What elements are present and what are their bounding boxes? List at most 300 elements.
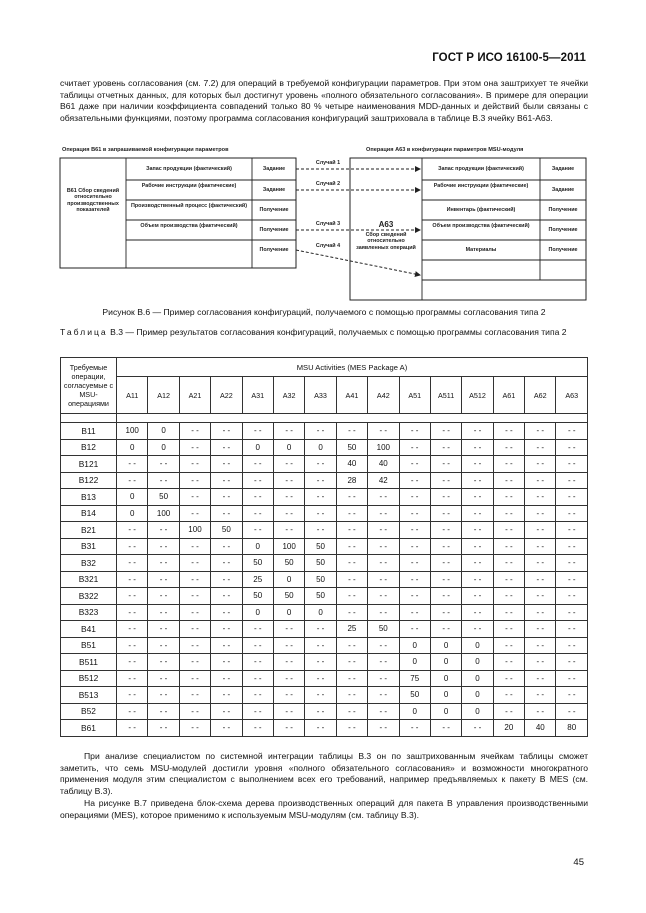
table-cell: - - [399, 472, 430, 489]
table-cell: - - [148, 703, 179, 720]
table-cell: - - [305, 489, 336, 506]
table-cell: - - [273, 621, 304, 638]
table-cell: - - [556, 604, 588, 621]
table-cell: - - [336, 654, 367, 671]
table-cell: - - [117, 555, 148, 572]
table-cell: - - [242, 489, 273, 506]
table-cell: - - [368, 588, 399, 605]
table-cell: - - [273, 423, 304, 440]
table-cell: - - [179, 538, 210, 555]
table-cell: - - [493, 637, 524, 654]
after-paragraph-2: На рисунке В.7 приведена блок-схема дерева производственных операций для пакета В управления производственными операциями (MES), которое применимо к используемым MSU-модулям (см. таблицу В.3). [60, 798, 588, 820]
column-header-row [61, 377, 588, 414]
table-cell: - - [148, 571, 179, 588]
table-cell: 50 [242, 555, 273, 572]
table-cell: - - [211, 489, 242, 506]
table-cell: - - [336, 720, 367, 737]
table-cell: - - [179, 489, 210, 506]
table-cell: - - [242, 670, 273, 687]
right-operation-desc: Сбор сведений относительно заявленных операций [356, 232, 416, 251]
table-cell: 0 [242, 538, 273, 555]
table-caption-text: В.3 — Пример результатов согласования конфигураций, получаемых с помощью программы согласования типа 2 [110, 327, 567, 337]
table-cell: - - [525, 604, 556, 621]
table-cell: - - [399, 538, 430, 555]
table-cell: - - [211, 588, 242, 605]
table-cell: - - [336, 423, 367, 440]
right-row-1-role: Задание [551, 166, 575, 172]
table-cell: - - [399, 522, 430, 539]
table-cell: - - [368, 687, 399, 704]
table-cell: - - [336, 687, 367, 704]
table-cell: - - [242, 456, 273, 473]
table-cell: - - [179, 621, 210, 638]
table-cell: - - [336, 505, 367, 522]
table-cell: - - [525, 472, 556, 489]
column-header: А11 [117, 377, 148, 414]
row-operation: В122 [61, 472, 117, 489]
table-cell: - - [493, 703, 524, 720]
right-row-4-role: Получение [548, 227, 578, 233]
table-cell: - - [179, 588, 210, 605]
table-cell: - - [525, 654, 556, 671]
table-cell: - - [556, 439, 588, 456]
table-cell: 0 [462, 670, 493, 687]
table-cell: - - [493, 439, 524, 456]
table-cell: - - [211, 439, 242, 456]
table-cell: - - [305, 654, 336, 671]
column-header: А51 [399, 377, 430, 414]
table-cell: - - [556, 670, 588, 687]
table-cell: - - [336, 555, 367, 572]
table-cell: - - [493, 654, 524, 671]
table-cell: - - [430, 456, 461, 473]
table-cell: - - [462, 439, 493, 456]
table-row [61, 720, 588, 737]
table-cell: - - [179, 439, 210, 456]
table-cell: - - [336, 703, 367, 720]
table-cell: - - [148, 670, 179, 687]
table-cell: - - [368, 423, 399, 440]
table-cell: - - [148, 555, 179, 572]
table-row [61, 505, 588, 522]
table-cell: 100 [117, 423, 148, 440]
table-cell: - - [430, 720, 461, 737]
column-header: А31 [242, 377, 273, 414]
table-cell: - - [493, 456, 524, 473]
table-cell: 50 [148, 489, 179, 506]
table-cell: - - [556, 456, 588, 473]
column-header: А512 [462, 377, 493, 414]
table-cell: 0 [399, 637, 430, 654]
row-operation: В21 [61, 522, 117, 539]
table-cell: - - [336, 604, 367, 621]
table-cell: - - [430, 439, 461, 456]
table-cell: - - [462, 538, 493, 555]
table-cell: - - [368, 670, 399, 687]
table-cell: - - [556, 621, 588, 638]
table-cell: - - [273, 522, 304, 539]
table-cell: - - [493, 571, 524, 588]
table-cell: - - [462, 472, 493, 489]
table-row [61, 703, 588, 720]
table-cell: - - [211, 505, 242, 522]
results-table [60, 357, 588, 737]
row-operation: В513 [61, 687, 117, 704]
table-cell: - - [336, 538, 367, 555]
row-operation: В41 [61, 621, 117, 638]
table-cell: 20 [493, 720, 524, 737]
table-cell: - - [179, 555, 210, 572]
table-cell: - - [305, 687, 336, 704]
right-row-3-name: Инвентарь (фактический) [446, 207, 516, 213]
table-cell: - - [430, 489, 461, 506]
table-row [61, 670, 588, 687]
table-cell: - - [368, 571, 399, 588]
table-cell: 0 [462, 703, 493, 720]
table-cell: 0 [273, 571, 304, 588]
table-cell: - - [242, 703, 273, 720]
table-cell: - - [242, 637, 273, 654]
table-cell: - - [179, 687, 210, 704]
table-cell: - - [117, 588, 148, 605]
table-cell: - - [273, 654, 304, 671]
table-cell: - - [211, 604, 242, 621]
table-cell: - - [430, 604, 461, 621]
table-cell: - - [148, 637, 179, 654]
table-cell: - - [211, 538, 242, 555]
table-cell: 0 [430, 637, 461, 654]
table-cell: - - [117, 654, 148, 671]
page-number: 45 [573, 857, 584, 868]
right-operation-code: А63 [378, 220, 394, 229]
table-cell: - - [556, 489, 588, 506]
figure-right-title: Операция А63 в конфигурации параметров MSU-модуля [366, 147, 524, 153]
table-cell: - - [525, 571, 556, 588]
table-cell: 0 [117, 489, 148, 506]
left-row-2-role: Задание [262, 187, 286, 193]
table-cell: - - [525, 621, 556, 638]
table-body [61, 423, 588, 737]
table-cell: - - [493, 489, 524, 506]
table-cell: - - [242, 472, 273, 489]
column-header: А33 [305, 377, 336, 414]
case-2-label: Случай 2 [315, 181, 341, 187]
table-cell: - - [179, 423, 210, 440]
table-cell: - - [493, 604, 524, 621]
table-cell: - - [430, 423, 461, 440]
table-cell: - - [525, 687, 556, 704]
table-cell: - - [493, 472, 524, 489]
table-cell: 0 [148, 423, 179, 440]
table-cell: - - [525, 637, 556, 654]
table-cell: - - [179, 604, 210, 621]
table-cell: - - [462, 505, 493, 522]
table-cell: 75 [399, 670, 430, 687]
left-row-3-name: Производственный процесс (фактический) [131, 203, 247, 209]
table-cell: - - [430, 555, 461, 572]
table-cell: - - [305, 637, 336, 654]
table-cell: - - [525, 588, 556, 605]
table-cell: - - [117, 571, 148, 588]
table-cell: - - [556, 571, 588, 588]
table-cell: - - [211, 472, 242, 489]
table-row [61, 654, 588, 671]
table-cell: - - [525, 703, 556, 720]
column-header: А42 [368, 377, 399, 414]
table-cell: 80 [556, 720, 588, 737]
table-cell: - - [430, 472, 461, 489]
table-cell: - - [211, 703, 242, 720]
table-cell: - - [179, 456, 210, 473]
right-row-2-role: Задание [551, 187, 575, 193]
table-cell: 42 [368, 472, 399, 489]
table-cell: - - [368, 654, 399, 671]
table-cell: - - [179, 505, 210, 522]
table-cell: - - [179, 637, 210, 654]
table-cell: 50 [242, 588, 273, 605]
table-cell: 0 [399, 654, 430, 671]
row-operation: В51 [61, 637, 117, 654]
right-row-5-role: Получение [548, 247, 578, 253]
table-cell: 0 [117, 439, 148, 456]
row-operation: В321 [61, 571, 117, 588]
table-cell: - - [462, 588, 493, 605]
table-cell: - - [117, 670, 148, 687]
table-row [61, 571, 588, 588]
group-header: MSU Activities (MES Package A) [117, 358, 588, 377]
right-row-3-role: Получение [548, 207, 578, 213]
table-cell: 100 [273, 538, 304, 555]
table-cell: - - [211, 720, 242, 737]
table-cell: - - [179, 720, 210, 737]
table-cell: - - [493, 522, 524, 539]
table-cell: - - [179, 472, 210, 489]
table-cell: - - [305, 621, 336, 638]
table-cell: - - [336, 522, 367, 539]
table-cell: - - [399, 720, 430, 737]
table-cell: - - [368, 538, 399, 555]
figure-caption: Рисунок В.6 — Пример согласования конфигураций, получаемого с помощью программы согласования типа 2 [102, 307, 546, 317]
table-cell: - - [148, 456, 179, 473]
table-cell: 0 [430, 687, 461, 704]
table-caption-label: Таблица [60, 327, 108, 337]
case-4-label: Случай 4 [315, 243, 341, 249]
table-cell: - - [242, 522, 273, 539]
left-row-1-name: Запас продукции (фактический) [146, 166, 232, 172]
row-operation: В323 [61, 604, 117, 621]
table-cell: - - [305, 720, 336, 737]
table-row [61, 555, 588, 572]
table-cell: - - [430, 522, 461, 539]
table-cell: - - [556, 423, 588, 440]
table-cell: 25 [242, 571, 273, 588]
table-cell: - - [305, 456, 336, 473]
row-operation: В11 [61, 423, 117, 440]
table-cell: - - [556, 687, 588, 704]
table-cell: - - [493, 505, 524, 522]
table-cell: - - [305, 703, 336, 720]
table-row [61, 604, 588, 621]
table-cell: - - [556, 522, 588, 539]
table-cell: - - [399, 456, 430, 473]
table-cell: - - [368, 489, 399, 506]
table-cell: - - [462, 720, 493, 737]
row-operation: В32 [61, 555, 117, 572]
table-row [61, 588, 588, 605]
table-cell: - - [273, 720, 304, 737]
table-cell: 50 [305, 555, 336, 572]
table-cell: - - [148, 621, 179, 638]
table-cell: 25 [336, 621, 367, 638]
table-cell: - - [556, 703, 588, 720]
table-cell: - - [525, 489, 556, 506]
table-cell: - - [493, 555, 524, 572]
table-cell: - - [179, 670, 210, 687]
table-cell: - - [493, 423, 524, 440]
table-cell: - - [336, 588, 367, 605]
row-header-label: Требуемые операции, согласуемые с MSU-операциями [61, 358, 117, 414]
table-caption [60, 327, 588, 339]
table-cell: - - [211, 654, 242, 671]
table-cell: - - [305, 670, 336, 687]
table-row [61, 423, 588, 440]
table-cell: - - [273, 472, 304, 489]
left-row-5-role: Получение [259, 247, 289, 253]
case-4-arrow [296, 250, 420, 275]
table-cell: - - [430, 571, 461, 588]
table-cell: - - [273, 489, 304, 506]
column-header: А63 [556, 377, 588, 414]
table-cell: - - [556, 538, 588, 555]
table-cell: - - [493, 670, 524, 687]
table-cell: - - [273, 637, 304, 654]
table-cell: - - [211, 456, 242, 473]
table-cell: 0 [117, 505, 148, 522]
table-cell: - - [525, 522, 556, 539]
table-cell: - - [399, 439, 430, 456]
table-cell: - - [179, 654, 210, 671]
table-row [61, 637, 588, 654]
column-header: А41 [336, 377, 367, 414]
table-cell: 0 [305, 604, 336, 621]
table-cell: - - [211, 670, 242, 687]
table-row [61, 439, 588, 456]
row-operation: В31 [61, 538, 117, 555]
table-cell: - - [399, 505, 430, 522]
table-cell: - - [117, 720, 148, 737]
table-cell: - - [493, 687, 524, 704]
spacer-cell [61, 414, 117, 423]
table-cell: - - [556, 588, 588, 605]
table-cell: - - [117, 538, 148, 555]
table-cell: 100 [148, 505, 179, 522]
table-cell: 40 [336, 456, 367, 473]
table-cell: 50 [399, 687, 430, 704]
intro-paragraph: считает уровень согласования (см. 7.2) для операций в требуемой конфигурации параметров. При этом она заштрихует те ячейки таблицы отчетных данных, для которых был достигнут уровень «полного обязательного согласования». В примере для операции В61 даже при наличии коэффициента совпадений только 80 % четыре наименования MDD-данных и действий были связаны с обязательными функциями, поэтому программа согласования конфигураций заштриховала в таблице В.3 ячейку В61-А63. [60, 78, 588, 123]
table-cell: - - [399, 588, 430, 605]
table-cell: - - [117, 456, 148, 473]
table-cell: - - [148, 687, 179, 704]
table-cell: - - [399, 489, 430, 506]
table-cell: 0 [462, 637, 493, 654]
table-cell: - - [462, 456, 493, 473]
table-cell: - - [117, 637, 148, 654]
table-row [61, 621, 588, 638]
table-cell: - - [399, 621, 430, 638]
table-cell: - - [399, 555, 430, 572]
figure-left-title: Операция В61 в запрашиваемой конфигурации параметров [62, 147, 229, 153]
table-cell: - - [336, 571, 367, 588]
table-cell: - - [430, 505, 461, 522]
table-cell: 0 [273, 439, 304, 456]
column-header: А511 [430, 377, 461, 414]
table-cell: - - [211, 571, 242, 588]
table-cell: 0 [242, 604, 273, 621]
table-cell: - - [556, 637, 588, 654]
table-cell: - - [273, 687, 304, 704]
table-cell: - - [556, 555, 588, 572]
table-cell: - - [556, 654, 588, 671]
document-header: ГОСТ Р ИСО 16100-5—2011 [432, 52, 586, 64]
row-operation: В512 [61, 670, 117, 687]
table-cell: - - [462, 489, 493, 506]
table-cell: - - [211, 423, 242, 440]
table-cell: 50 [368, 621, 399, 638]
table-cell: - - [148, 472, 179, 489]
table-cell: - - [211, 621, 242, 638]
table-cell: 0 [462, 654, 493, 671]
column-header: А22 [211, 377, 242, 414]
table-cell: - - [148, 538, 179, 555]
right-row-4-name: Объем производства (фактический) [432, 223, 530, 229]
right-row-1-name: Запас продукции (фактический) [438, 166, 524, 172]
right-row-5-name: Материалы [465, 247, 497, 253]
table-cell: - - [117, 522, 148, 539]
table-cell: - - [525, 538, 556, 555]
table-cell: - - [336, 489, 367, 506]
table-cell: - - [211, 555, 242, 572]
figure-configuration-matching [56, 144, 592, 306]
table-cell: 0 [462, 687, 493, 704]
left-row-3-role: Получение [259, 207, 289, 213]
table-cell: - - [242, 423, 273, 440]
table-cell: 50 [305, 538, 336, 555]
table-cell: - - [117, 703, 148, 720]
table-cell: - - [305, 522, 336, 539]
table-cell: - - [305, 505, 336, 522]
column-header: А32 [273, 377, 304, 414]
table-cell: - - [462, 555, 493, 572]
table-cell: - - [462, 571, 493, 588]
case-1-label: Случай 1 [315, 160, 341, 166]
table-cell: - - [305, 472, 336, 489]
table-cell: 0 [399, 703, 430, 720]
table-row [61, 456, 588, 473]
table-cell: 0 [430, 654, 461, 671]
table-cell: - - [117, 472, 148, 489]
table-cell: - - [148, 720, 179, 737]
table-cell: 0 [273, 604, 304, 621]
table-cell: - - [462, 423, 493, 440]
table-cell: - - [368, 555, 399, 572]
right-row-2-name: Рабочие инструкции (фактические) [433, 183, 529, 189]
table-cell: - - [525, 423, 556, 440]
table-cell: - - [368, 637, 399, 654]
table-cell: 0 [430, 670, 461, 687]
table-cell: - - [525, 670, 556, 687]
after-paragraph-1: При анализе специалистом по системной интеграции таблицы В.3 он по заштрихованным ячейкам таблицы сможет заметить, что семь MSU-модулей достигли уровня «полного обязательного согласования» и возможности многократного применения модуля этим специалистом с выполнением всех его требований, например предъявляемых к пакету В MES (см. таблицу В.3). [60, 751, 588, 796]
column-header: А61 [493, 377, 524, 414]
